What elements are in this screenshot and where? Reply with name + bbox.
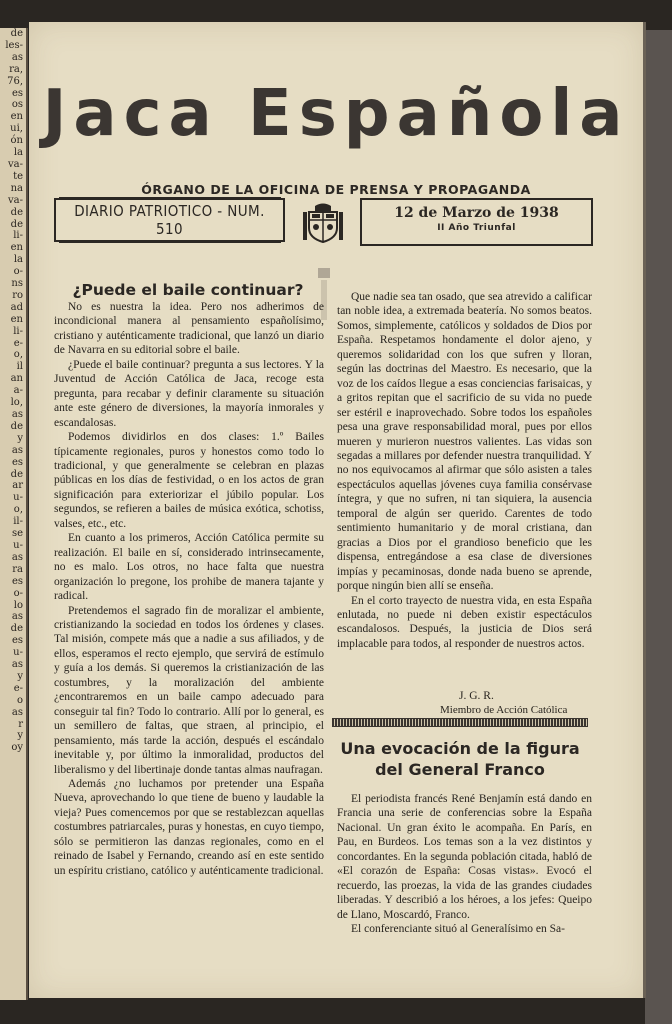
margin-fragment: e-: [13, 337, 23, 349]
article2-heading: [332, 738, 588, 780]
margin-fragment: de: [10, 218, 23, 230]
coat-of-arms-icon: [301, 202, 345, 244]
margin-fragment: il: [16, 361, 23, 373]
margin-fragment: li-: [13, 230, 23, 242]
margin-fragment: ro: [12, 289, 23, 301]
masthead-subtitle: ÓRGANO DE LA OFICINA DE PRENSA Y PROPAGANDA: [141, 182, 531, 197]
margin-fragment: as: [11, 659, 23, 671]
article2-column: [337, 792, 592, 937]
signature-role: Miembro de Acción Católica: [440, 704, 568, 716]
margin-fragment: e-: [13, 682, 23, 694]
margin-fragment: en: [10, 242, 23, 254]
margin-fragment: as: [11, 551, 23, 563]
margin-fragment: li-: [13, 325, 23, 337]
margin-fragment: u-: [13, 492, 23, 504]
newspaper-page: [29, 22, 646, 998]
margin-fragment: o: [16, 694, 23, 706]
margin-fragment: de: [10, 28, 23, 39]
margin-fragment: y: [17, 730, 23, 742]
article2-heading-line1: Una evocación de la figura: [340, 739, 580, 758]
margin-fragment: o,: [13, 349, 23, 361]
margin-fragment: o,: [13, 504, 23, 516]
margin-fragment: va-: [8, 194, 23, 206]
article-paragraph: Podemos dividirlos en dos clases: 1.º Bailes típicamente regionales, puros y honestos como todo lo tradicional, y que generalmente se celebran en plazas públicas en los días de festividad, o en los actos de gran significación para exteriorizar el júbilo popular. Los segundos, se refieren a bailes de música exótica, schotiss, valses, etc., etc.: [54, 431, 324, 530]
issue-label: DIARIO PATRIOTICO - NUM. 510: [59, 197, 281, 243]
margin-fragment: as: [11, 706, 23, 718]
margin-fragment: ad: [10, 301, 23, 313]
margin-fragment: na: [10, 182, 23, 194]
margin-fragment: ar: [12, 480, 23, 492]
margin-fragment: de: [10, 468, 23, 480]
issue-date: 12 de Marzo de 1938: [394, 205, 559, 221]
margin-fragment: ns: [11, 278, 23, 290]
margin-fragment: es: [11, 635, 23, 647]
margin-fragment: en: [10, 313, 23, 325]
article-paragraph: En el corto trayecto de nuestra vida, en esta España enlutada, no puede ni deben existir espectáculos escandalosos. Después, la justicia de Dios será implacable para todos, al responder de nuestros actos.: [337, 594, 592, 650]
margin-fragment: y: [17, 432, 23, 444]
margin-fragment: o-: [13, 266, 23, 278]
margin-fragment: en: [10, 111, 23, 123]
article-paragraph: El conferenciante situó al Generalísimo en Sa-: [351, 923, 565, 936]
margin-fragment: ra,: [9, 63, 23, 75]
masthead-title: Jaca Española: [42, 77, 630, 151]
article-paragraph: En cuanto a los primeros, Acción Católica permite su realización. El baile en sí, considerado intrinsecamente, no es malo. Los otros, no hace falta que nuestra organización lo pregone, los prohibe de manera tajante y radical.: [54, 532, 324, 603]
issue-box: [54, 198, 285, 242]
article-paragraph: ¿Puede el baile continuar? pregunta a sus lectores. Y la Juventud de Acción Católica de Jaca, recoge esta pregunta, para recabar y definir claramente su situación ante este género de diversiones, la mayoría inmorales y escandalosas.: [54, 358, 324, 429]
margin-fragment: la: [13, 147, 23, 159]
margin-fragment: lo: [13, 599, 23, 611]
margin-fragment: ra: [12, 563, 23, 575]
margin-fragment: de: [10, 623, 23, 635]
margin-fragment: u-: [13, 647, 23, 659]
margin-fragment: se: [11, 528, 23, 540]
margin-fragment: y: [17, 670, 23, 682]
margin-fragment: la: [13, 254, 23, 266]
article1-heading: ¿Puede el baile continuar?: [72, 281, 304, 299]
margin-fragment: as: [11, 51, 23, 63]
margin-fragment: ón: [10, 135, 23, 147]
margin-fragment: te: [13, 170, 23, 182]
margin-fragment: ui,: [10, 123, 23, 135]
section-divider: [332, 718, 588, 727]
article-paragraph: No es nuestra la idea. Pero nos adherimos de incondicional manera al pensamiento españolísimo, cristiano y auténticamente tradicional, que lanzó un diario de Navarra en su editorial sobre el baile.: [54, 301, 324, 357]
margin-fragment: lo,: [10, 397, 23, 409]
margin-fragment: es: [11, 87, 23, 99]
margin-fragment: il-: [13, 516, 23, 528]
article-paragraph: El periodista francés René Benjamín está dando en Francia una serie de conferencias sobre la España Nacional. Un gran éxito le acompaña. En París, en Pau, en Burdeos. Los temas son a la vez distintos y concordantes. En la segunda población citada, habló de «El corazón de España: Cosas vistas». Evocó el recuerdo, las proezas, la vida de las grandes ciudades liberadas. Y describió a los héroes, a los jefes: Queipo de Llano, Moscardó, Franco.: [337, 793, 592, 921]
article2-heading-line2: del General Franco: [375, 760, 545, 779]
margin-fragment: les-: [5, 39, 23, 51]
article-paragraph: Que nadie sea tan osado, que sea atrevido a calificar tan noble idea, a extremada beatería. No somos beatos. Somos, simplemente, católicos y soldados de Dios por España. Respetamos hondamente el dolor ajeno, y queremos solidaridad con los que sufren y lloran, según las doctrinas del Maestro. Es necesario, que la voz de los caídos llegue a esas conciencias farisaicas, y a gritos repitan que el sacrificio de su vida no puede ser estéril e inaprovechado. Sobre todos los españoles pesa una grave responsabilidad moral, pues por ellos mueren y murieron nuestros valientes. Las vidas son segadas a millares por defender nuestra tranquilidad. Y no nos equivocamos al afirmar que sólo asisten a tales espectáculos aquellas jóvenes cuya familia consérvase íntegra, y que no sufren, ni tan siquiera, la ausencia temporal de algún ser querido. Carentes de todo sentimiento humanitario y de moral cristiana, dan gracias a Dios por el grandioso beneficio que les dispensa, entregándose a esa clase de diversiones impías y pecaminosas, donde nada bueno se aprende, porque ningún bien allí se enseña.: [337, 291, 592, 593]
article-paragraph: Pretendemos el sagrado fin de moralizar el ambiente, cristianizando la sociedad en todos los órdenes y clases. Tal misión, compete más que a nadie a sus afiliados, y de ellos, esperamos el recto ejemplo, que servirá de estímulo y guía a los demás. Si queremos la cristianización de las costumbres, y la moralización del ambiente ¿encontraremos en un baile campo adecuado para conseguir tal fin? Todo lo contrario. Allí por lo general, es un semillero de faltas, que straen, al principio, el pensamiento, más tarde la acción, después el escándalo inevitable y, por último la inmoralidad, productos del liberalismo y del libertinaje donde tantas almas naufragan.: [54, 604, 324, 776]
article-paragraph: Además ¿no luchamos por pretender una España Nueva, aprovechando lo que tiene de bueno y laudable la vieja? Pues comencemos por que se restablezcan aquellas costumbres patriarcales, puras y honestas, en cuyo tiempo, sólo se permitieron las danzas regionales, como en el reinado de Isabel y Fernando, creando así en este sentido un espíritu cristiano, católico y auténticamente tradicional.: [54, 777, 324, 877]
margin-fragment: es: [11, 575, 23, 587]
date-box: [360, 198, 593, 246]
article1-left-column: [54, 300, 324, 878]
margin-fragment: es: [11, 456, 23, 468]
margin-fragment: as: [11, 444, 23, 456]
margin-fragment: va-: [8, 158, 23, 170]
previous-page-edge: [0, 28, 28, 1000]
binding-edge: [645, 30, 672, 1024]
margin-fragment: o-: [13, 587, 23, 599]
margin-fragment: de: [10, 206, 23, 218]
margin-fragment: as: [11, 611, 23, 623]
margin-fragment: r: [18, 718, 23, 730]
margin-fragment: oy: [11, 742, 23, 754]
article1-right-column: [337, 290, 592, 651]
margin-fragment: de: [10, 420, 23, 432]
margin-fragment: 76,: [7, 75, 23, 87]
margin-fragment: u-: [13, 539, 23, 551]
margin-fragment: an: [10, 373, 23, 385]
signature-initials: J. G. R.: [459, 690, 494, 702]
margin-fragment: a-: [13, 385, 23, 397]
year-label: II Año Triunfal: [437, 223, 516, 233]
margin-fragment: as: [11, 409, 23, 420]
margin-fragment: os: [11, 99, 23, 111]
